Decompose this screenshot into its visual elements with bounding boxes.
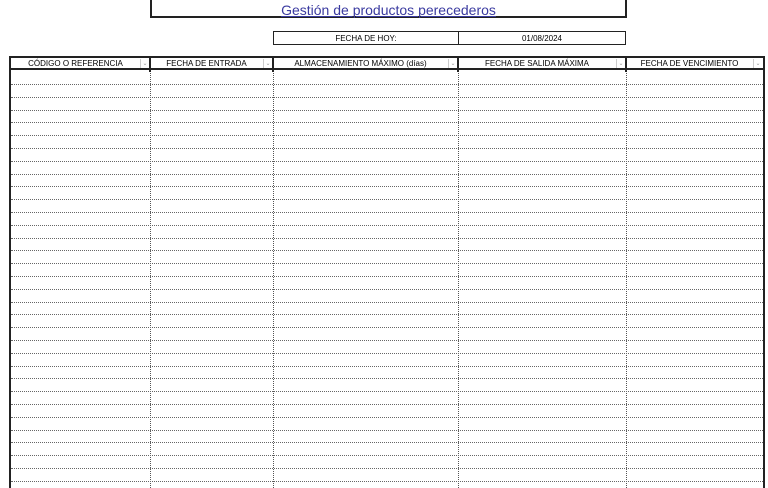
table-row[interactable] bbox=[11, 199, 763, 200]
table-row[interactable] bbox=[11, 481, 763, 482]
header-divider bbox=[625, 58, 627, 72]
table-row[interactable] bbox=[11, 110, 763, 111]
header-divider bbox=[149, 58, 151, 72]
today-label: FECHA DE HOY: bbox=[274, 32, 459, 44]
column-header-label: FECHA DE SALIDA MÁXIMA bbox=[484, 58, 590, 68]
header-divider bbox=[457, 58, 459, 72]
filter-dropdown-icon[interactable]: ⌄ bbox=[263, 59, 272, 68]
table-row[interactable] bbox=[11, 238, 763, 239]
table-row[interactable] bbox=[11, 250, 763, 251]
filter-dropdown-icon[interactable]: ⌄ bbox=[448, 59, 457, 68]
table-row[interactable] bbox=[11, 263, 763, 264]
filter-dropdown-icon[interactable]: ⌄ bbox=[140, 59, 149, 68]
table-row[interactable] bbox=[11, 442, 763, 443]
today-date-box bbox=[273, 31, 626, 45]
table-row[interactable] bbox=[11, 391, 763, 392]
table-row[interactable] bbox=[11, 340, 763, 341]
table-row[interactable] bbox=[11, 97, 763, 98]
table-row[interactable] bbox=[11, 122, 763, 123]
column-header-label: FECHA DE VENCIMIENTO bbox=[640, 58, 739, 68]
table-row[interactable] bbox=[11, 289, 763, 290]
column-header[interactable] bbox=[458, 58, 626, 70]
table-row[interactable] bbox=[11, 430, 763, 431]
table-row[interactable] bbox=[11, 404, 763, 405]
table-row[interactable] bbox=[11, 225, 763, 226]
table-row[interactable] bbox=[11, 174, 763, 175]
page-title: Gestión de productos perecederos bbox=[281, 2, 496, 18]
today-value[interactable]: 01/08/2024 bbox=[521, 33, 563, 43]
table-row[interactable] bbox=[11, 276, 763, 277]
header-divider bbox=[272, 58, 274, 72]
column-header[interactable] bbox=[273, 58, 458, 70]
column-header[interactable] bbox=[626, 58, 763, 70]
table-row[interactable] bbox=[11, 84, 763, 85]
table-row[interactable] bbox=[11, 314, 763, 315]
table-row[interactable] bbox=[11, 327, 763, 328]
table-row[interactable] bbox=[11, 135, 763, 136]
table-row[interactable] bbox=[11, 161, 763, 162]
table-row[interactable] bbox=[11, 302, 763, 303]
table-row[interactable] bbox=[11, 186, 763, 187]
products-table bbox=[9, 56, 765, 488]
column-header-label: FECHA DE ENTRADA bbox=[166, 58, 247, 68]
table-row[interactable] bbox=[11, 378, 763, 379]
table-row[interactable] bbox=[11, 366, 763, 367]
table-row[interactable] bbox=[11, 455, 763, 456]
filter-dropdown-icon[interactable]: ⌄ bbox=[753, 59, 762, 68]
table-row[interactable] bbox=[11, 148, 763, 149]
table-row[interactable] bbox=[11, 212, 763, 213]
filter-dropdown-icon[interactable]: ⌄ bbox=[616, 59, 625, 68]
table-row[interactable] bbox=[11, 468, 763, 469]
column-header[interactable] bbox=[150, 58, 273, 70]
column-header-label: CÓDIGO O REFERENCIA bbox=[28, 58, 123, 68]
column-header[interactable] bbox=[11, 58, 150, 70]
table-row[interactable] bbox=[11, 353, 763, 354]
column-header-label: ALMACENAMIENTO MÁXIMO (días) bbox=[294, 58, 427, 68]
table-row[interactable] bbox=[11, 417, 763, 418]
